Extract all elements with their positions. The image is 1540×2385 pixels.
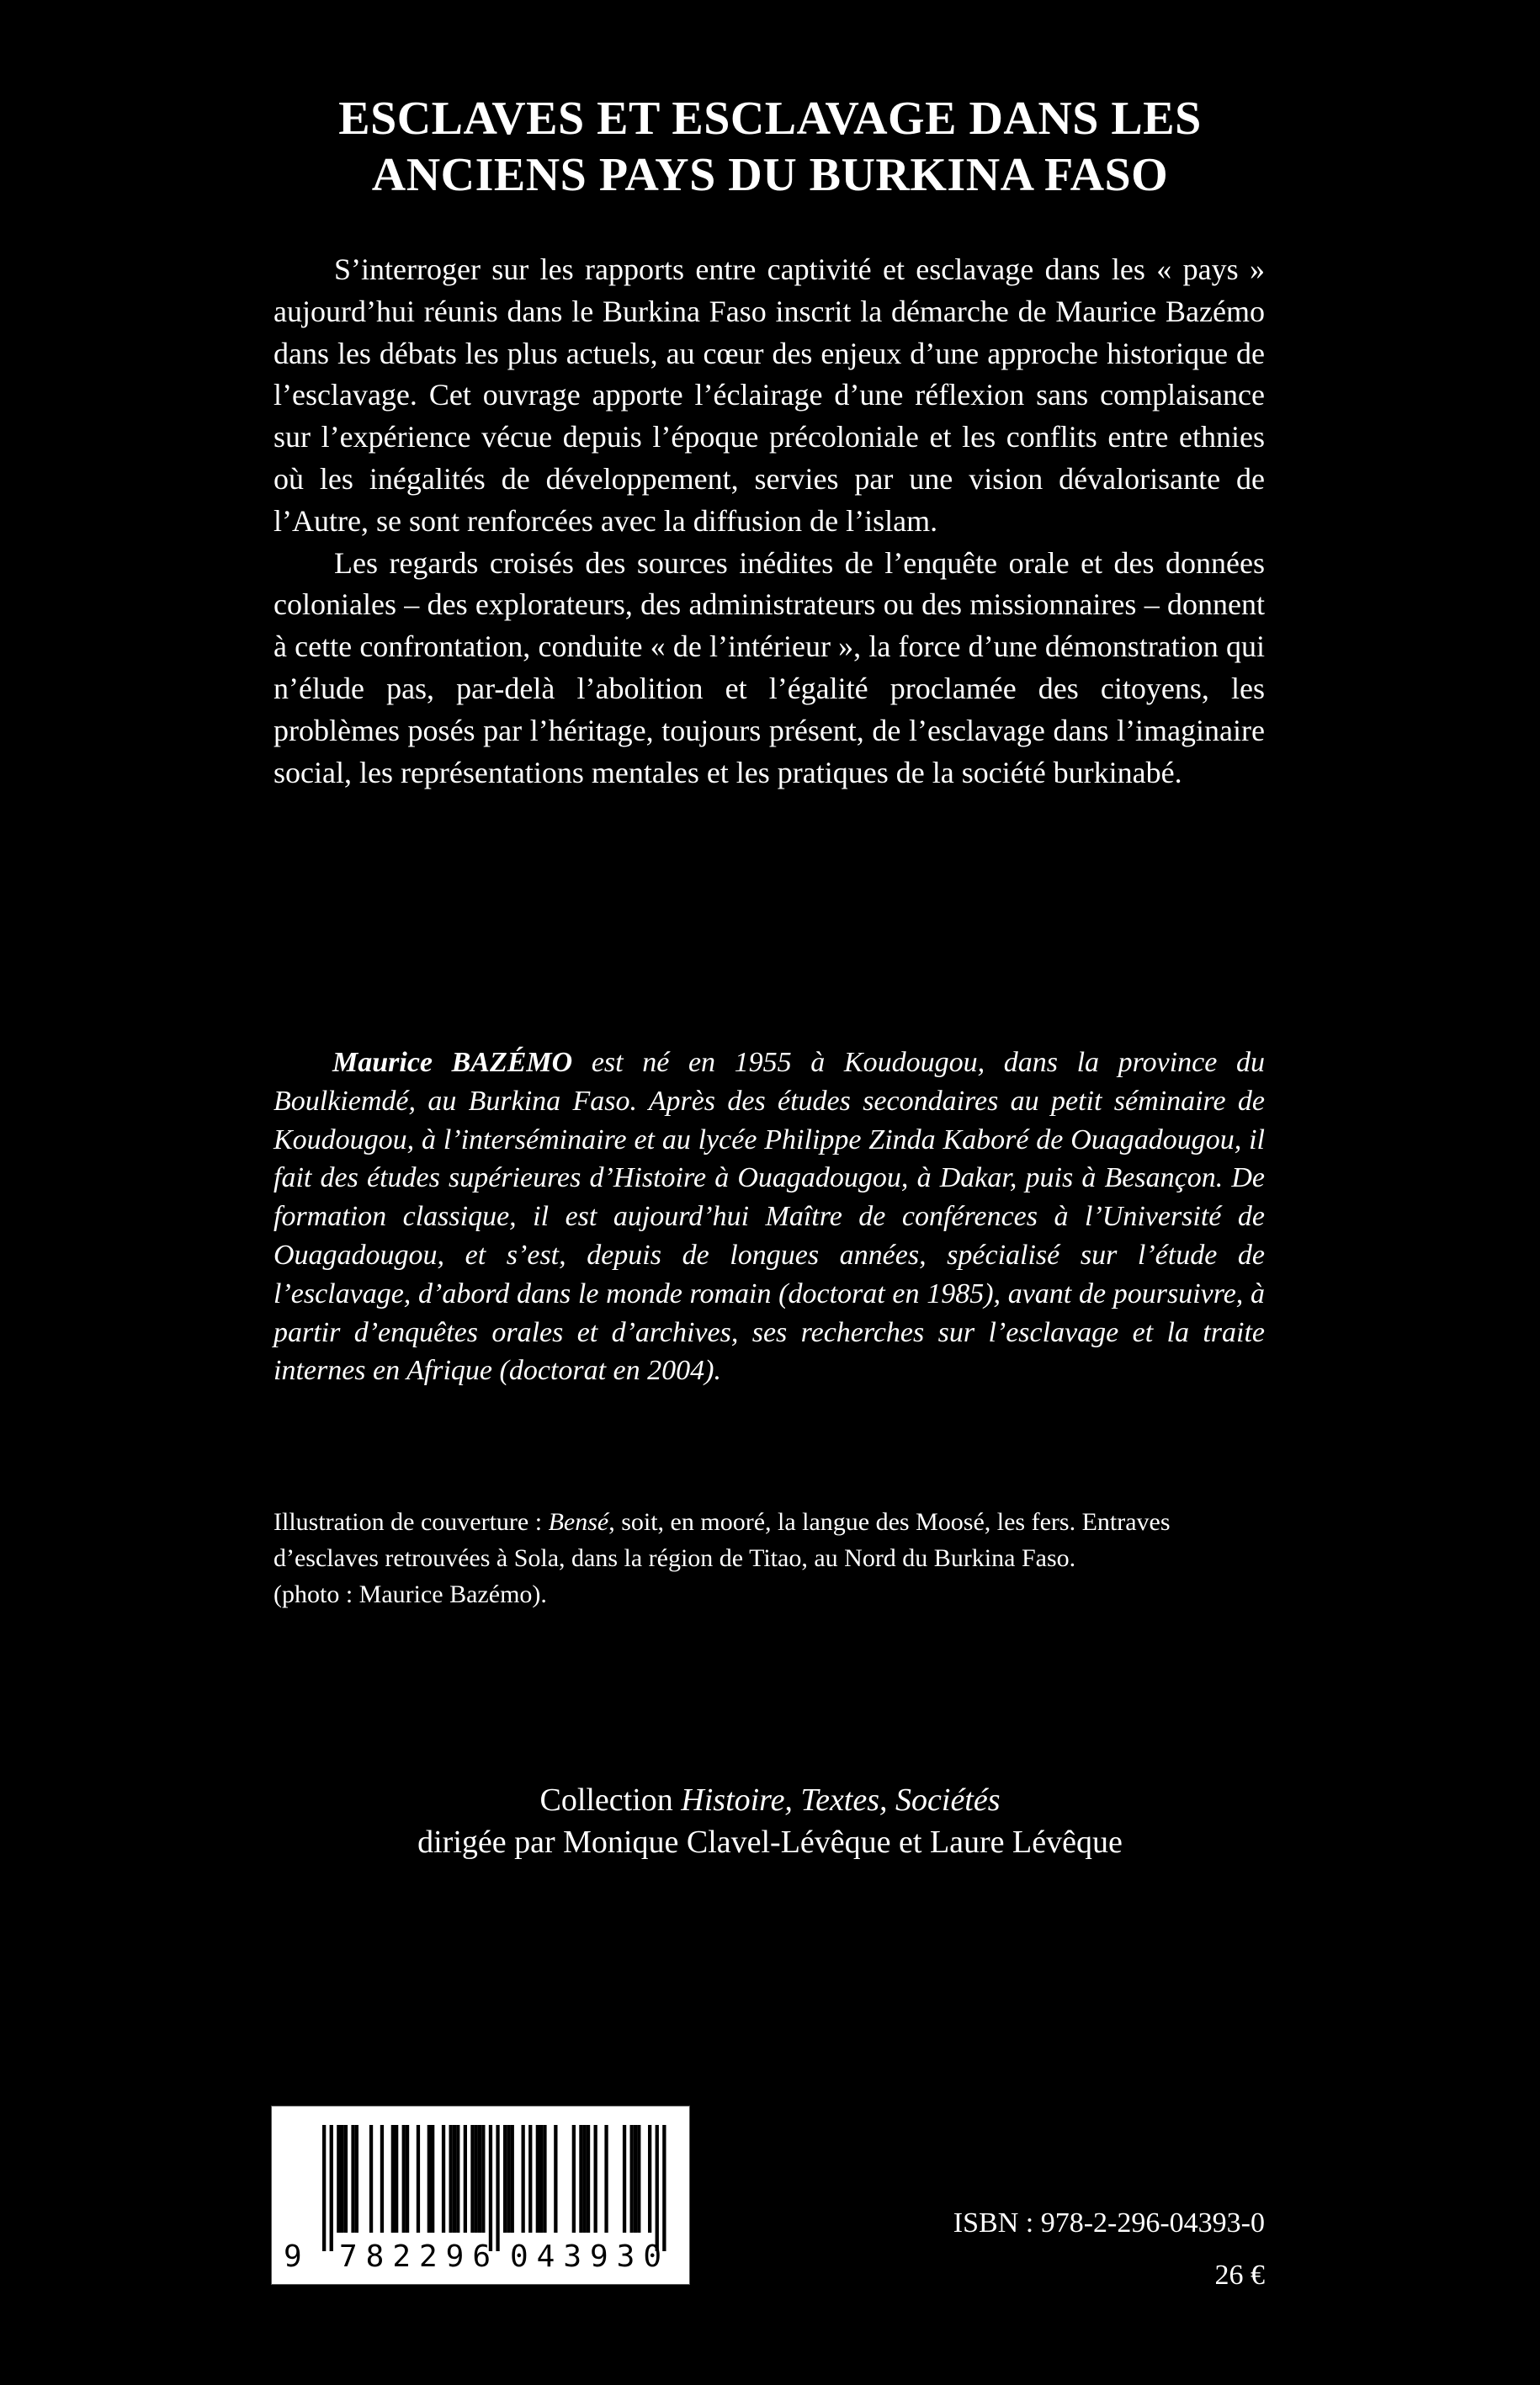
barcode-bar — [604, 2125, 608, 2233]
barcode-bar — [554, 2125, 557, 2233]
barcode-bar — [344, 2125, 348, 2233]
barcode-bar — [417, 2125, 420, 2233]
barcode-bar — [449, 2125, 453, 2233]
barcode-right-digits: 043930 — [510, 2239, 661, 2274]
collection-prefix: Collection — [539, 1782, 682, 1818]
barcode-bar — [587, 2125, 590, 2233]
isbn-number: ISBN : 978-2-296-04393-0 — [953, 2207, 1265, 2239]
barcode-bar — [395, 2125, 398, 2233]
author-bio-paragraph — [273, 1044, 1265, 1390]
book-title — [0, 91, 1540, 204]
price-label: 26 € — [1214, 2260, 1265, 2291]
collection-name-line — [0, 1779, 1540, 1821]
summary-paragraph-1: S’interroger sur les rapports entre captivité et esclavage dans les « pays » aujourd’hui réunis dans le Burkina Faso inscrit la démarche de Maurice Bazémo dans les débats les plus actuels, au cœur des enjeux d’une approche historique de l’esclavage. Cet ouvrage apporte l’éclairage d’une réflexion sans complaisance sur l’expérience vécue depuis l’époque précoloniale et les conflits entre ethnies où les inégalités de développement, servies par une vision dévalorisante de l’Autre, se sont renforcées avec la diffusion de l’islam. — [273, 252, 1265, 538]
barcode-bar — [511, 2125, 514, 2233]
barcode-bar — [431, 2125, 434, 2233]
collection-info — [0, 1779, 1540, 1863]
barcode-bar — [351, 2125, 354, 2233]
author-bio-text: est né en 1955 à Koudougou, dans la province du Boulkiemdé, au Burkina Faso. Après des études secondaires au petit séminaire de Koudougou, à l’interséminaire et au lycée Philippe Zinda Kaboré de Ouagadougou, il fait des études supérieures d’Histoire à Ouagadougou, à Dakar, puis à Besançon. De formation classique, il est aujourd’hui Maître de conférences à l’Université de Ouagadougou, et s’est, depuis de longues années, spécialisé sur l’étude de l’esclavage, d’abord dans le monde romain (doctorat en 1985), avant de poursuivre, à partir d’enquêtes orales et d’archives, ses recherches sur l’esclavage et la traite internes en Afrique (doctorat en 2004). — [273, 1047, 1265, 1387]
barcode-bar — [503, 2125, 507, 2233]
barcode-bar — [528, 2125, 532, 2233]
barcode-bar — [637, 2125, 640, 2233]
barcode-bar — [583, 2125, 587, 2233]
barcode-first-digit: 9 — [284, 2239, 302, 2274]
book-summary — [273, 249, 1265, 794]
barcode-bar — [489, 2125, 492, 2251]
caption-prefix: Illustration de couverture : — [273, 1508, 549, 1536]
cover-illustration-caption — [273, 1505, 1265, 1612]
barcode-bar — [662, 2125, 666, 2251]
barcode-bar — [337, 2125, 340, 2233]
barcode-bar — [594, 2125, 597, 2233]
barcode-bar — [478, 2125, 481, 2233]
barcode-bar — [442, 2125, 445, 2233]
barcode-bar — [341, 2125, 344, 2233]
barcode-bar — [522, 2125, 525, 2233]
barcode-bar — [322, 2125, 326, 2251]
photo-credit: (photo : Maurice Bazémo). — [273, 1580, 547, 1608]
barcode-bar — [456, 2125, 459, 2233]
barcode-bar — [369, 2125, 373, 2233]
barcode-bar — [475, 2125, 478, 2233]
book-title-line-1: ESCLAVES ET ESCLAVAGE DANS LES — [338, 93, 1202, 145]
barcode-bar — [464, 2125, 467, 2233]
barcode-bar — [648, 2125, 651, 2233]
barcode-bar — [453, 2125, 456, 2233]
barcode-bar — [470, 2125, 474, 2233]
book-title-line-2: ANCIENS PAYS DU BURKINA FASO — [371, 149, 1169, 201]
barcode-bar — [330, 2125, 333, 2251]
barcode-bar — [656, 2125, 659, 2251]
barcode-bar — [427, 2125, 431, 2233]
barcode-bar — [536, 2125, 539, 2233]
barcode-bar — [507, 2125, 510, 2233]
barcode-bar — [481, 2125, 485, 2233]
barcode-bar — [623, 2125, 626, 2233]
author-name: Maurice BAZÉMO — [332, 1047, 573, 1078]
ean-barcode — [271, 2106, 690, 2285]
barcode-graphic — [272, 2106, 689, 2284]
caption-rest: , soit, en mooré, la langue des Moosé, les fers. Entraves d’esclaves retrouvées à Sola, dans la région de Titao, au Nord du Burkina Faso. — [273, 1508, 1171, 1572]
barcode-bar — [630, 2125, 634, 2233]
barcode-bar — [355, 2125, 358, 2233]
caption-term: Bensé — [548, 1508, 609, 1536]
barcode-left-digits: 782296 — [339, 2239, 491, 2274]
barcode-bar — [579, 2125, 582, 2233]
barcode-bar — [539, 2125, 543, 2233]
summary-paragraph-2: Les regards croisés des sources inédites de l’enquête orale et des données coloniales – des explorateurs, des administrateurs ou des missionnaires – donnent à cette confrontation, conduite « de l’intérieur », la force d’une démonstration qui n’élude pas, par-delà l’abolition et l’égalité proclamée des citoyens, les problèmes posés par l’héritage, toujours présent, de l’esclavage dans l’imaginaire social, les représentations mentales et les pratiques de la société burkinabé. — [273, 545, 1265, 789]
barcode-bar — [406, 2125, 409, 2233]
collection-name: Histoire, Textes, Sociétés — [681, 1782, 1001, 1818]
barcode-bar — [572, 2125, 576, 2233]
barcode-bar — [496, 2125, 499, 2251]
barcode-bar — [543, 2125, 546, 2233]
barcode-bar — [380, 2125, 384, 2233]
barcode-bar — [402, 2125, 406, 2233]
author-bio — [273, 1044, 1265, 1390]
collection-directors: dirigée par Monique Clavel-Lévêque et Laure Lévêque — [417, 1825, 1123, 1860]
barcode-bar — [391, 2125, 395, 2233]
caption-description — [273, 1505, 1265, 1577]
barcode-bar — [634, 2125, 637, 2233]
